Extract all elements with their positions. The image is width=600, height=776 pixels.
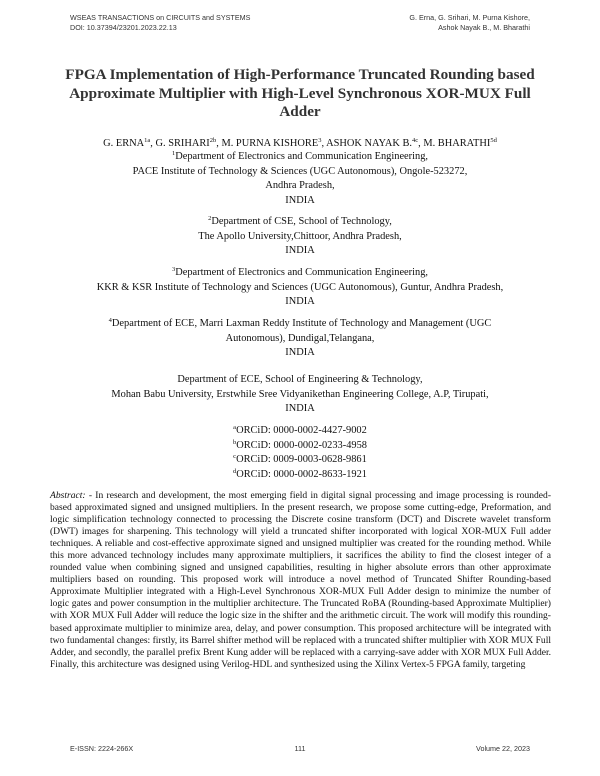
affiliation-4	[40, 317, 560, 361]
header-authors-line-2: Ashok Nayak B., M. Bharathi	[438, 23, 530, 32]
author-name: G. SRIHARI	[155, 138, 210, 149]
author-name: ASHOK NAYAK B.	[326, 138, 413, 149]
abstract-text: - In research and development, the most emerging field in digital signal processing and image processing is rounded-based approximated signed and unsigned multipliers. In the present research, we propose some cutting-edge, Preformation, and logic simplification technology connected to processing the Discrete cosine transform (DCT) and Discrete wavelet transform (DWT) images for sharpening. This technology will yield a truncated shifter incorporated with logical XOR-MUX Full adder techniques. A reliable and cost-effective approximate signed and unsigned multiplier was created for the rounding method. While this more advanced technology includes many approximate multipliers, it sacrifices the ability to find the closest integer of a rounded value when combining signed and unsigned capabilities, resulting in higher absolute errors than other approximate multipliers based on rounding. This proposed work will introduce a novel method of Truncated Shifter Rounding-based Approximate Multiplier integrated with a High-Level Synchronous XOR-MUX Full Adder design to minimize the number of logic gates and power consumption in the multiplier architecture. The Truncated RoBA (Rounding-based Approximate Multiplier) with XOR MUX Full Adder will reduce the logic size in the shifter and the arithmetic circuit. The work will modify this rounding-based approximate multiplier to minimize area, delay, and power consumption. This proposed architecture will be integrated with two fundamental changes: firstly, its Barrel shifter method will be replaced with a truncated shifter multiplier with XOR MUX Full Adder, and secondly, the parallel prefix Brent Kung adder will be replaced with a carrying-save adder with XOR MUX Full Adder. Finally, this architecture was designed using Verilog-HDL and synthesized using the Xilinx Vertex-5 FPGA family, targeting	[50, 490, 552, 670]
orcid-list	[40, 424, 560, 482]
author-sup: 4c	[412, 137, 419, 144]
affiliation-line: Department of ECE, School of Engineering & Technology,	[177, 374, 423, 385]
header-authors-line-1: G. Erna, G. Srihari, M. Purna Kishore,	[409, 13, 530, 22]
author-name: G. ERNA	[103, 138, 145, 149]
author-name: M. PURNA KISHORE	[221, 138, 319, 149]
running-header-left	[70, 13, 250, 33]
footer-page-number: 111	[294, 744, 306, 753]
affiliation-line: Autonomous), Dundigal,Telangana,	[225, 332, 375, 344]
footer-issn: E-ISSN: 2224-266X	[70, 744, 134, 753]
affiliation-3	[40, 266, 560, 310]
affiliation-sup: 2	[208, 215, 212, 222]
author-sup: 2b	[209, 137, 217, 144]
footer-volume: Volume 22, 2023	[476, 744, 530, 753]
author-name: M. BHARATHI	[423, 138, 491, 149]
affiliation-line: KKR & KSR Institute of Technology and Sciences (UGC Autonomous), Guntur, Andhra Pradesh,	[96, 281, 504, 293]
affiliation-country: INDIA	[285, 347, 315, 358]
affiliation-line: $^2$Department of CSE, School of Technology,	[208, 215, 392, 227]
affiliation-country: INDIA	[285, 296, 315, 307]
author-line: G. $ERNA^{1a}$, G. $SRIHARI^{2b}$, M. PURNA KISHORE$^3$, ASHOK NAYAK B.$^{4c}$, M. $BHARATHI^{5d}$	[103, 137, 497, 149]
journal-name: WSEAS TRANSACTIONS on CIRCUITS and SYSTEMS	[70, 13, 251, 22]
affiliation-country: INDIA	[285, 245, 315, 256]
author-sup: 1a	[144, 137, 151, 144]
affiliation-sup: 3	[171, 266, 176, 273]
orcid-line: $^b$ORCiD: 0000-0002-0233-4958	[233, 438, 367, 451]
abstract	[50, 490, 551, 671]
doi: DOI: 10.37394/23201.2023.22.13	[70, 23, 177, 32]
affiliation-line: $^4$Department of ECE, Marri Laxman Reddy Institute of Technology and Management (UGC	[108, 317, 492, 329]
affiliation-line: Andhra Pradesh,	[265, 180, 335, 191]
orcid-line: $^d$ORCiD: 0000-0002-8633-1921	[233, 467, 367, 480]
affiliation-country: INDIA	[285, 403, 315, 414]
paper-title: FPGA Implementation of High-Performance Truncated Rounding based Approximate Multiplier with High-Level Synchronous XOR-MUX Full Adder	[65, 66, 535, 120]
affiliation-2	[40, 215, 560, 259]
orcid-line: $^c$ORCiD: 0009-0003-0628-9861	[233, 453, 367, 465]
running-header-right	[409, 13, 530, 33]
affiliation-sup: 4	[108, 317, 112, 324]
affiliation-line: PACE Institute of Technology & Sciences (UGC Autonomous), Ongole-523272,	[132, 165, 468, 177]
author-sup: 5d	[490, 137, 497, 144]
affiliation-line: The Apollo University,Chittoor, Andhra Pradesh,	[198, 230, 402, 242]
affiliation-line: $^3$Department of Electronics and Communication Engineering,	[171, 266, 428, 278]
orcid-line: $^a$ORCiD: 0000-0002-4427-9002	[233, 424, 367, 436]
affiliation-5	[40, 373, 560, 417]
author-sup: 3	[318, 137, 322, 144]
affiliation-line: $^1$Department of Electronics and Communication Engineering,	[171, 150, 428, 162]
affiliation-1	[40, 150, 560, 208]
affiliation-country: INDIA	[285, 194, 315, 206]
abstract-label: Abstract:	[50, 490, 86, 501]
affiliation-line: Mohan Babu University, Erstwhile Sree Vidyanikethan Engineering College, A.P, Tirupati,	[111, 388, 489, 400]
affiliation-sup: 1	[171, 150, 176, 157]
